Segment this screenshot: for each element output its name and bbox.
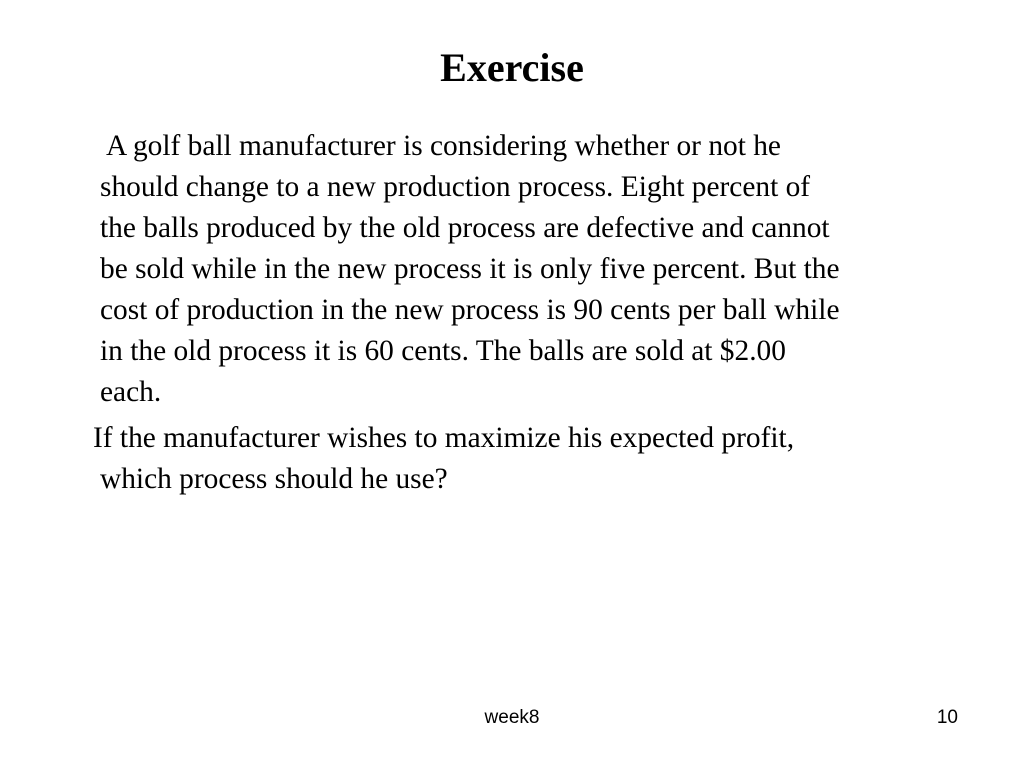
exercise-paragraph [100, 126, 980, 413]
text-line: which process should he use? [100, 463, 448, 495]
page-number: 10 [936, 707, 958, 728]
text-line: be sold while in the new process it is only five percent. But the [100, 253, 840, 285]
slide-title: Exercise [440, 45, 584, 90]
text-line: cost of production in the new process is 90 cents per ball while [100, 294, 840, 326]
question-paragraph [93, 418, 980, 500]
text-line: each. [100, 376, 162, 408]
text-line: in the old process it is 60 cents. The balls are sold at $2.00 [100, 335, 786, 367]
slide-body [93, 126, 980, 500]
text-line: the balls produced by the old process are defective and cannot [100, 212, 830, 244]
text-line: If the manufacturer wishes to maximize his expected profit, [93, 422, 795, 454]
text-line: should change to a new production process. Eight percent of [100, 171, 811, 203]
text-line: A golf ball manufacturer is considering whether or not he [106, 130, 781, 162]
footer-label: week8 [484, 707, 540, 728]
